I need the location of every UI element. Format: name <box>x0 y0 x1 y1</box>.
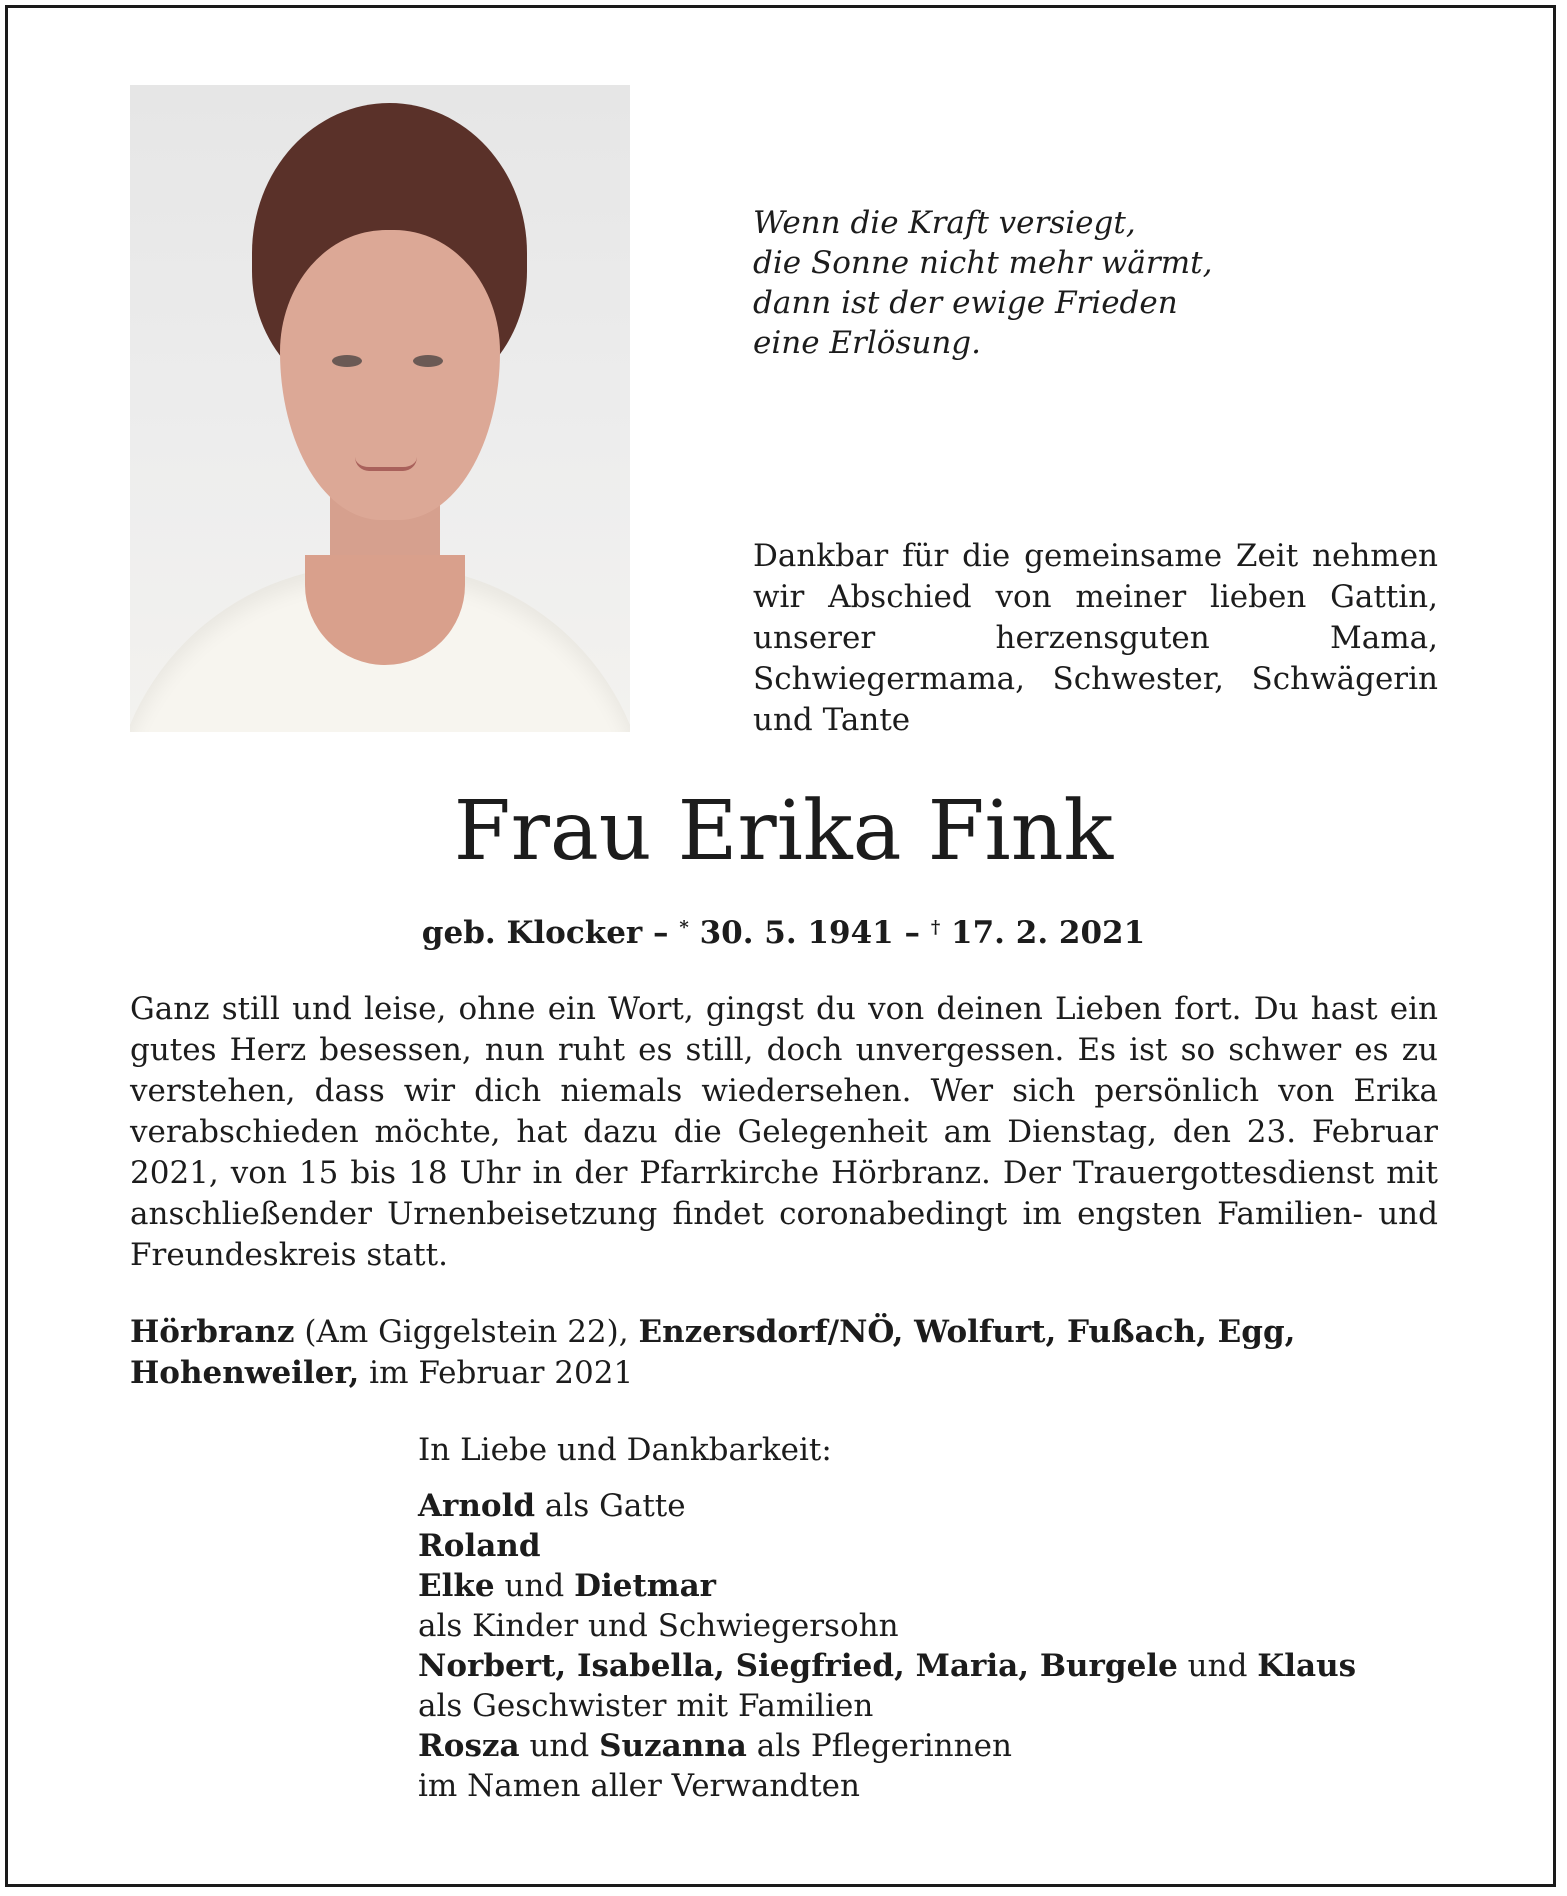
address: (Am Giggelstein 22), <box>294 1314 639 1350</box>
mourner-line <box>418 1526 1356 1566</box>
birth-name: geb. Klocker <box>421 915 643 951</box>
intro-paragraph: Dankbar für die gemeinsame Zeit nehmen wir Abschied von meiner lieben Gattin, unserer herzensguten Mama, Schwiegermama, Schwester, Schwägerin und Tante <box>753 538 1438 738</box>
mourner-name: Suzanna <box>599 1728 747 1764</box>
mourner-name: Arnold <box>418 1488 536 1524</box>
mourner-line <box>418 1646 1356 1686</box>
birth-date: 30. 5. 1941 <box>688 915 894 951</box>
body-paragraph: Ganz still und leise, ohne ein Wort, gingst du von deinen Lieben fort. Du hast ein gutes Herz besessen, nun ruht es still, doch unvergessen. Es ist so schwer es zu verstehen, dass wir dich niemals wiedersehen. Wer sich persönlich von Erika verabschieden möchte, hat dazu die Gelegenheit am Dienstag, den 23. Februar 2021, von 15 bis 18 Uhr in der Pfarrkirche Hörbranz. Der Trauergottesdienst mit anschließender Urnenbeisetzung findet coronabedingt im engsten Familien- und Freundeskreis statt. <box>130 991 1438 1273</box>
relation: als Pflegerinnen <box>746 1728 1012 1764</box>
portrait-eye-left <box>332 355 362 367</box>
conjunction: und <box>494 1568 575 1604</box>
mourner-name: Elke <box>418 1568 495 1604</box>
places-line <box>130 1312 1450 1394</box>
mourner-names: Norbert, Isabella, Siegfried, Maria, Burgele <box>418 1648 1178 1684</box>
place-names: Enzersdorf/NÖ, Wolfurt, Fußach, Egg, <box>638 1314 1296 1350</box>
relation-line: als Kinder und Schwiegersohn <box>418 1608 899 1644</box>
place-name: Hohenweiler, <box>130 1355 360 1391</box>
mourner-name: Dietmar <box>574 1568 717 1604</box>
portrait-photo <box>130 85 630 732</box>
place-name: Hörbranz <box>130 1314 295 1350</box>
portrait-mouth <box>355 457 417 471</box>
conjunction: und <box>519 1728 600 1764</box>
mourner-name: Roland <box>418 1528 541 1564</box>
birth-star-icon: * <box>679 917 689 938</box>
memorial-verse: Wenn die Kraft versiegt, die Sonne nicht mehr wärmt, dann ist der ewige Frieden eine Erlösung. <box>753 205 1213 361</box>
signature-block <box>418 1430 1356 1806</box>
dates-separator: – <box>642 915 680 951</box>
mourner-line <box>418 1486 1356 1526</box>
life-dates <box>0 908 1567 953</box>
notice-date: im Februar 2021 <box>359 1355 634 1391</box>
portrait-eye-right <box>413 355 443 367</box>
mourner-line <box>418 1566 1356 1606</box>
death-date: 17. 2. 2021 <box>940 915 1146 951</box>
mourner-name: Klaus <box>1257 1648 1357 1684</box>
signature-heading: In Liebe und Dankbarkeit: <box>418 1432 832 1468</box>
conjunction: und <box>1177 1648 1258 1684</box>
relation-line: im Namen aller Verwandten <box>418 1768 860 1804</box>
relation-line: als Geschwister mit Familien <box>418 1688 874 1724</box>
mourner-name: Rosza <box>418 1728 520 1764</box>
portrait-face <box>280 230 500 520</box>
dates-separator: – <box>893 915 931 951</box>
relation: als Gatte <box>535 1488 686 1524</box>
mourner-line <box>418 1726 1356 1766</box>
death-cross-icon: † <box>930 917 941 938</box>
deceased-name: Frau Erika Fink <box>453 784 1114 879</box>
